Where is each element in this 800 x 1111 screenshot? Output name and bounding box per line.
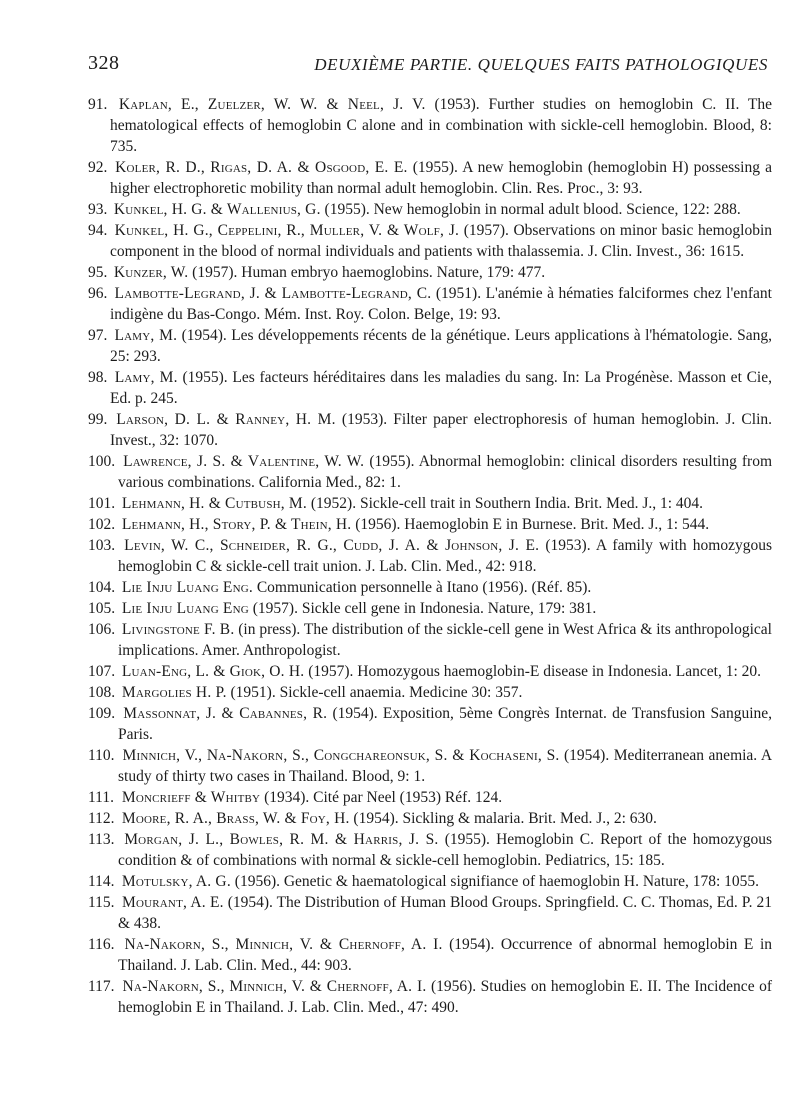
running-title: DEUXIÈME PARTIE. QUELQUES FAITS PATHOLOGIQUES <box>314 55 768 74</box>
reference-authors: Larson, D. L. & Ranney, H. M. <box>116 411 336 428</box>
reference-number: 112. <box>88 810 115 827</box>
reference-citation: (1956). Studies on hemoglobin E. II. The Incidence of hemoglobin E in Thailand. J. Lab. Clin. Med., 47: 490. <box>118 978 773 1016</box>
reference-number: 102. <box>88 516 116 533</box>
reference-text <box>88 703 773 745</box>
reference-number: 93. <box>88 201 108 218</box>
reference-number: 103. <box>88 537 116 554</box>
reference-number: 100. <box>88 453 116 470</box>
reference-number: 107. <box>88 663 116 680</box>
reference-number: 97. <box>88 327 108 344</box>
reference-number: 115. <box>88 894 115 911</box>
reference-authors: Lie Inju Luang Eng. <box>121 579 253 596</box>
reference-text <box>88 619 772 661</box>
reference-citation: (1955). Les facteurs héréditaires dans les maladies du sang. In: La Progénèse. Masson et Cie, Ed. p. 245. <box>110 369 772 407</box>
reference-citation: (1956). Genetic & haematological signifiance of haemoglobin H. Nature, 178: 1055. <box>230 873 760 890</box>
reference-citation: (1953). Filter paper electrophoresis of human hemoglobin. J. Clin. Invest., 32: 1070. <box>110 411 773 449</box>
reference-text <box>88 934 772 976</box>
reference-number: 91. <box>88 96 108 113</box>
reference-authors: Mourant, A. E. <box>121 894 224 911</box>
reference-list <box>88 94 772 1018</box>
reference-authors: Luan-Eng, L. & Giok, O. H. <box>121 663 305 680</box>
reference-number: 94. <box>88 222 108 239</box>
reference-text <box>88 829 773 871</box>
reference-text <box>88 745 773 787</box>
reference-authors: Lie Inju Luang Eng <box>121 600 249 617</box>
reference-citation: (1955). A new hemoglobin (hemoglobin H) possessing a higher electrophoretic mobility than normal adult hemoglobin. Clin. Res. Proc., 3: 93. <box>110 159 772 197</box>
reference-authors: Kunkel, H. G. & Wallenius, G. <box>113 201 321 218</box>
reference-entry <box>88 808 772 829</box>
reference-citation: (1957). Human embryo haemoglobins. Nature, 179: 477. <box>188 264 546 281</box>
reference-authors: Kunzer, W. <box>113 264 189 281</box>
reference-entry <box>88 619 772 661</box>
reference-number: 111. <box>88 789 114 806</box>
reference-entry <box>88 577 772 598</box>
reference-authors: Moore, R. A., Brass, W. & Foy, H. <box>121 810 350 827</box>
reference-authors: Livingstone F. B. <box>121 621 235 638</box>
reference-entry <box>88 157 772 199</box>
reference-citation: (1954). Mediterranean anemia. A study of thirty two cases in Thailand. Blood, 9: 1. <box>118 747 773 785</box>
reference-number: 95. <box>88 264 108 281</box>
reference-number: 117. <box>88 978 115 995</box>
reference-authors: Levin, W. C., Schneider, R. G., Cudd, J. A. & Johnson, J. E. <box>124 537 540 554</box>
reference-number: 108. <box>88 684 116 701</box>
reference-authors: Kunkel, H. G., Ceppelini, R., Muller, V. & Wolf, J. <box>114 222 460 239</box>
reference-text <box>88 283 772 325</box>
reference-text <box>88 535 772 577</box>
reference-citation: (1953). A family with homozygous hemoglobin C & sickle-cell trait union. J. Lab. Clin. Med., 42: 918. <box>118 537 772 575</box>
reference-number: 96. <box>88 285 108 302</box>
reference-entry <box>88 325 772 367</box>
reference-authors: Lambotte-Legrand, J. & Lambotte-Legrand, C. <box>114 285 432 302</box>
reference-entry <box>88 451 772 493</box>
reference-authors: Na-Nakorn, S., Minnich, V. & Chernoff, A. I. <box>122 978 427 995</box>
reference-number: 109. <box>88 705 116 722</box>
reference-authors: Kaplan, E., Zuelzer, W. W. & Neel, J. V. <box>118 96 426 113</box>
reference-citation: (1956). Haemoglobin E in Burnese. Brit. Med. J., 1: 544. <box>351 516 710 533</box>
reference-text <box>88 493 772 514</box>
reference-citation: (1951). L'anémie à hématies falciformes chez l'enfant indigène du Bas-Congo. Mém. Inst. Roy. Colon. Belge, 19: 93. <box>110 285 772 323</box>
reference-text <box>88 661 772 682</box>
reference-authors: Motulsky, A. G. <box>121 873 231 890</box>
reference-text <box>88 598 772 619</box>
reference-number: 99. <box>88 411 108 428</box>
reference-entry <box>88 493 772 514</box>
reference-authors: Na-Nakorn, S., Minnich, V. & Chernoff, A. I. <box>124 936 443 953</box>
reference-entry <box>88 661 772 682</box>
reference-text <box>88 514 772 535</box>
reference-text <box>88 682 772 703</box>
reference-citation: (1957). Sickle cell gene in Indonesia. Nature, 179: 381. <box>248 600 597 617</box>
reference-authors: Morgan, J. L., Bowles, R. M. & Harris, J. S. <box>124 831 439 848</box>
reference-citation: (1954). The Distribution of Human Blood Groups. Springfield. C. C. Thomas, Ed. P. 21 & 438. <box>118 894 772 932</box>
reference-number: 98. <box>88 369 108 386</box>
reference-citation: (1955). New hemoglobin in normal adult blood. Science, 122: 288. <box>320 201 741 218</box>
reference-authors: Koler, R. D., Rigas, D. A. & Osgood, E. E. <box>115 159 408 176</box>
reference-entry <box>88 409 772 451</box>
reference-entry <box>88 871 772 892</box>
reference-authors: Lamy, M. <box>114 327 178 344</box>
reference-entry <box>88 94 772 157</box>
page-number: 328 <box>88 52 120 74</box>
reference-authors: Massonnat, J. & Cabannes, R. <box>123 705 328 722</box>
reference-citation: (1955). Hemoglobin C. Report of the homozygous condition & of combinations with normal & sickle-cell hemoglobin. Pediatrics, 15: 185. <box>118 831 773 869</box>
reference-text <box>88 262 772 283</box>
reference-citation: (in press). The distribution of the sickle-cell gene in West Africa & its anthropological implications. Amer. Anthropologist. <box>118 621 772 659</box>
reference-citation: (1953). Further studies on hemoglobin C. II. The hematological effects of hemoglobin C alone and in combination with sickle-cell hemoglobin. Blood, 8: 735. <box>110 96 772 155</box>
reference-entry <box>88 703 772 745</box>
reference-entry <box>88 535 772 577</box>
reference-citation: (1954). Les développements récents de la génétique. Leurs applications à l'hématologie. Sang, 25: 293. <box>110 327 772 365</box>
reference-number: 101. <box>88 495 116 512</box>
reference-text <box>88 892 772 934</box>
reference-entry <box>88 745 772 787</box>
reference-authors: Lawrence, J. S. & Valentine, W. W. <box>123 453 365 470</box>
reference-number: 116. <box>88 936 115 953</box>
reference-entry <box>88 514 772 535</box>
reference-authors: Margolies H. P. <box>121 684 227 701</box>
reference-text <box>88 451 773 493</box>
reference-text <box>88 94 772 157</box>
reference-entry <box>88 598 772 619</box>
reference-entry <box>88 892 772 934</box>
reference-text <box>88 220 773 262</box>
reference-text <box>88 787 772 808</box>
reference-number: 105. <box>88 600 116 617</box>
reference-citation: (1934). Cité par Neel (1953) Réf. 124. <box>260 789 503 806</box>
reference-text <box>88 325 772 367</box>
reference-text <box>88 577 772 598</box>
reference-number: 113. <box>88 831 115 848</box>
reference-text <box>88 367 772 409</box>
reference-text <box>88 808 772 829</box>
reference-entry <box>88 682 772 703</box>
reference-citation: (1952). Sickle-cell trait in Southern India. Brit. Med. J., 1: 404. <box>307 495 704 512</box>
running-head <box>88 52 768 78</box>
reference-entry <box>88 367 772 409</box>
reference-citation: Communication personnelle à Itano (1956). (Réf. 85). <box>252 579 592 596</box>
reference-text <box>88 199 772 220</box>
reference-authors: Lehmann, H., Story, P. & Thein, H. <box>121 516 352 533</box>
reference-entry <box>88 220 772 262</box>
reference-citation: (1954). Exposition, 5ème Congrès Internat. de Transfusion Sanguine, Paris. <box>118 705 773 743</box>
reference-number: 104. <box>88 579 116 596</box>
reference-citation: (1957). Homozygous haemoglobin-E disease in Indonesia. Lancet, 1: 20. <box>304 663 762 680</box>
reference-entry <box>88 934 772 976</box>
reference-number: 106. <box>88 621 116 638</box>
reference-entry <box>88 787 772 808</box>
reference-text <box>88 157 772 199</box>
reference-citation: (1954). Occurrence of abnormal hemoglobin E in Thailand. J. Lab. Clin. Med., 44: 903. <box>118 936 772 974</box>
reference-entry <box>88 976 772 1018</box>
reference-citation: (1955). Abnormal hemoglobin: clinical disorders resulting from various combinations. California Med., 82: 1. <box>118 453 773 491</box>
reference-authors: Lehmann, H. & Cutbush, M. <box>121 495 307 512</box>
reference-text <box>88 871 772 892</box>
reference-entry <box>88 829 772 871</box>
reference-number: 110. <box>88 747 115 764</box>
reference-authors: Moncrieff & Whitby <box>121 789 261 806</box>
reference-citation: (1957). Observations on minor basic hemoglobin component in the blood of normal individuals and patients with thalassemia. J. Clin. Invest., 36: 1615. <box>110 222 773 260</box>
reference-entry <box>88 262 772 283</box>
reference-text <box>88 976 773 1018</box>
reference-citation: (1951). Sickle-cell anaemia. Medicine 30: 357. <box>226 684 523 701</box>
reference-authors: Minnich, V., Na-Nakorn, S., Congchareonsuk, S. & Kochaseni, S. <box>122 747 560 764</box>
reference-number: 114. <box>88 873 115 890</box>
reference-entry <box>88 199 772 220</box>
reference-number: 92. <box>88 159 108 176</box>
reference-citation: (1954). Sickling & malaria. Brit. Med. J., 2: 630. <box>349 810 657 827</box>
reference-authors: Lamy, M. <box>114 369 178 386</box>
reference-text <box>88 409 773 451</box>
reference-entry <box>88 283 772 325</box>
